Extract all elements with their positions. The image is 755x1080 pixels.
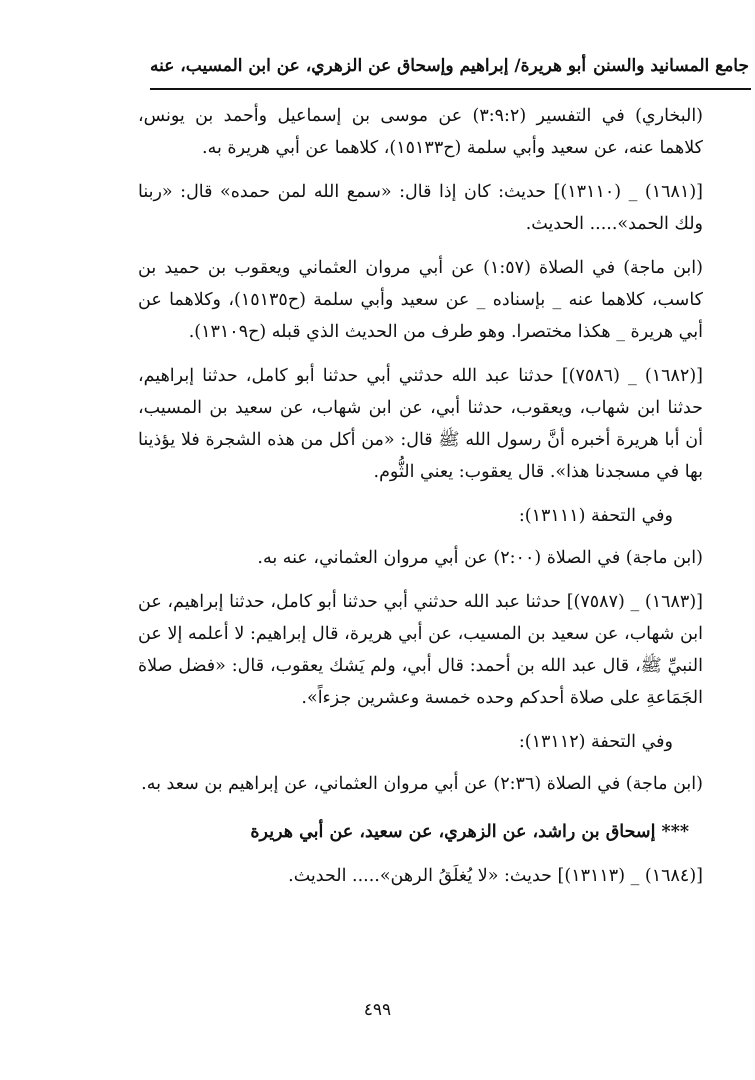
paragraph-ibn-majah-reference-1: (ابن ماجة) في الصلاة (١:٥٧) عن أبي مروان العثماني ويعقوب بن حميد بن كاسب، كلاهما عنه _ بإسناده _ عن سعيد وأبي سلمة (ح١٥١٣٥)، وكلاهما عن أبي هريرة _ هكذا مختصرا. وهو طرف من الحديث الذي قبله (ح١٣١٠٩). <box>138 258 703 342</box>
hadith-1684: [(١٦٨٤) _ (١٣١١٣)] حديث: «لا يُغلَقُ الرهن»..... الحديث. <box>288 866 703 886</box>
paragraph-ibn-majah-reference-2: (ابن ماجة) في الصلاة (٢:٠٠) عن أبي مروان العثماني، عنه به. <box>257 548 703 568</box>
chain-heading: *** إسحاق بن راشد، عن الزهري، عن سعيد، عن أبي هريرة <box>250 822 689 842</box>
tuhfa-13111: وفي التحفة (١٣١١١): <box>518 506 673 526</box>
paragraph-bukhari-reference: (البخاري) في التفسير (٣:٩:٢) عن موسى بن إسماعيل وأحمد بن يونس، كلاهما عنه، عن سعيد وأبي سلمة (ح١٥١٣٣)، كلاهما عن أبي هريرة به. <box>138 106 704 158</box>
hadith-1682: [(١٦٨٢) _ (٧٥٨٦)] حدثنا عبد الله حدثني أبي حدثنا أبو كامل، حدثنا إبراهيم، حدثنا ابن شهاب، ويعقوب، حدثنا أبي، عن ابن شهاب، عن سعيد بن المسيب، أن أبا هريرة أخبره أنَّ رسول الله ﷺ قال: «من أكل من هذه الشجرة فلا يؤذينا بها في مسجدنا هذا». قال يعقوب: يعني الثُّوم. <box>138 366 703 482</box>
header-rule <box>150 88 751 90</box>
running-head-section: أبو هريرة/ إبراهيم وإسحاق عن الزهري، عن ابن المسيب، عنه <box>150 56 587 76</box>
page-number: ٤٩٩ <box>363 1000 392 1020</box>
running-head-book-title: جامع المسانيد والسنن <box>593 56 749 76</box>
hadith-1683: [(١٦٨٣) _ (٧٥٨٧)] حدثنا عبد الله حدثني أبي حدثنا أبو كامل، حدثنا إبراهيم، عن ابن شهاب، عن سعيد بن المسيب، عن أبي هريرة، قال إبراهيم: لا أعلمه إلا عن النبيِّ ﷺ، قال عبد الله بن أحمد: قال أبي، ولم يَشك يعقوب، قال: «فضل صلاة الجَمَاعةِ على صلاة أحدكم وحده خمسة وعشرين جزءاً». <box>138 592 703 708</box>
page-header <box>150 50 749 90</box>
page-body <box>138 100 713 904</box>
hadith-1681: [(١٦٨١) _ (١٣١١٠)] حديث: كان إذا قال: «سمع الله لمن حمده» قال: «ربنا ولك الحمد»..... الحديث. <box>138 182 704 234</box>
tuhfa-13112: وفي التحفة (١٣١١٢): <box>518 732 673 752</box>
paragraph-ibn-majah-reference-3: (ابن ماجة) في الصلاة (٢:٣٦) عن أبي مروان العثماني، عن إبراهيم بن سعد به. <box>141 774 703 794</box>
